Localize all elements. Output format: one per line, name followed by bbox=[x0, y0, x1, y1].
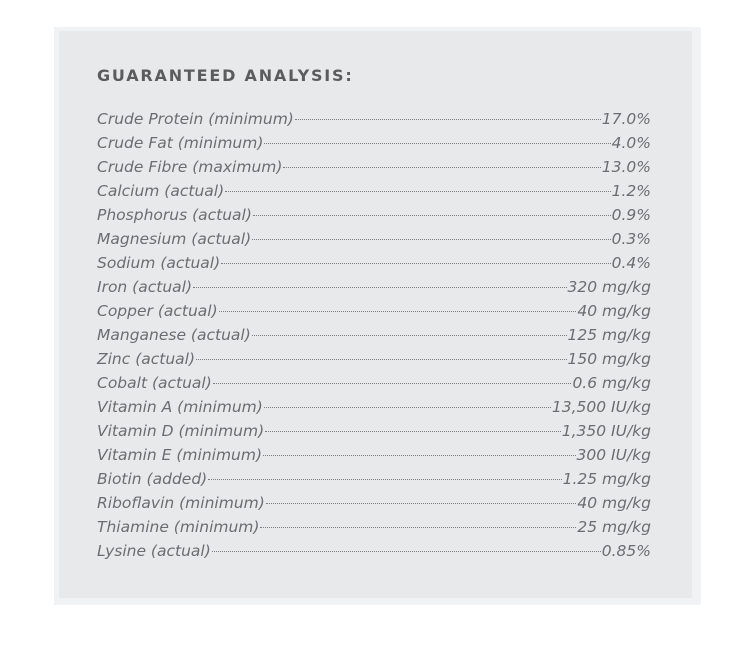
nutrient-value: 150 mg/kg bbox=[567, 350, 651, 368]
dot-leader bbox=[283, 166, 600, 168]
nutrient-value: 4.0% bbox=[611, 134, 651, 152]
dot-leader bbox=[196, 358, 566, 360]
nutrient-value: 17.0% bbox=[601, 110, 651, 128]
section-title: GUARANTEED ANALYSIS: bbox=[97, 66, 354, 85]
nutrient-value: 125 mg/kg bbox=[567, 326, 651, 344]
analysis-row bbox=[97, 443, 651, 467]
nutrient-value: 1.2% bbox=[611, 182, 651, 200]
analysis-row bbox=[97, 515, 651, 539]
nutrient-value: 40 mg/kg bbox=[577, 302, 651, 320]
nutrient-value: 1.25 mg/kg bbox=[562, 470, 651, 488]
dot-leader bbox=[213, 382, 572, 384]
dot-leader bbox=[219, 310, 577, 312]
dot-leader bbox=[252, 238, 610, 240]
nutrient-label: Crude Fat (minimum) bbox=[97, 134, 264, 152]
analysis-row bbox=[97, 371, 651, 395]
nutrient-value: 0.85% bbox=[601, 542, 651, 560]
nutrient-label: Manganese (actual) bbox=[97, 326, 251, 344]
nutrient-value: 1,350 IU/kg bbox=[561, 422, 651, 440]
nutrient-label: Zinc (actual) bbox=[97, 350, 196, 368]
nutrient-value: 0.9% bbox=[611, 206, 651, 224]
analysis-row bbox=[97, 179, 651, 203]
analysis-row bbox=[97, 299, 651, 323]
nutrient-label: Vitamin A (minimum) bbox=[97, 398, 263, 416]
analysis-row bbox=[97, 395, 651, 419]
nutrient-label: Copper (actual) bbox=[97, 302, 218, 320]
dot-leader bbox=[193, 286, 567, 288]
analysis-list bbox=[97, 107, 651, 563]
nutrient-value: 13.0% bbox=[601, 158, 651, 176]
nutrient-value: 0.6 mg/kg bbox=[572, 374, 651, 392]
dot-leader bbox=[221, 262, 610, 264]
dot-leader bbox=[295, 118, 601, 120]
analysis-row bbox=[97, 347, 651, 371]
dot-leader bbox=[263, 454, 576, 456]
dot-leader bbox=[253, 214, 611, 216]
nutrient-value: 40 mg/kg bbox=[577, 494, 651, 512]
nutrient-value: 320 mg/kg bbox=[567, 278, 651, 296]
nutrient-label: Iron (actual) bbox=[97, 278, 192, 296]
analysis-row bbox=[97, 107, 651, 131]
analysis-row bbox=[97, 491, 651, 515]
nutrient-label: Sodium (actual) bbox=[97, 254, 221, 272]
dot-leader bbox=[212, 550, 601, 552]
nutrient-label: Crude Protein (minimum) bbox=[97, 110, 294, 128]
nutrient-label: Crude Fibre (maximum) bbox=[97, 158, 283, 176]
dot-leader bbox=[266, 502, 577, 504]
nutrient-label: Vitamin E (minimum) bbox=[97, 446, 263, 464]
analysis-row bbox=[97, 203, 651, 227]
nutrient-label: Riboflavin (minimum) bbox=[97, 494, 265, 512]
analysis-row bbox=[97, 251, 651, 275]
dot-leader bbox=[260, 526, 576, 528]
analysis-row bbox=[97, 155, 651, 179]
dot-leader bbox=[264, 406, 551, 408]
nutrient-label: Vitamin D (minimum) bbox=[97, 422, 265, 440]
analysis-row bbox=[97, 467, 651, 491]
nutrient-label: Calcium (actual) bbox=[97, 182, 225, 200]
nutrient-value: 0.4% bbox=[611, 254, 651, 272]
dot-leader bbox=[208, 478, 561, 480]
dot-leader bbox=[265, 430, 561, 432]
dot-leader bbox=[225, 190, 610, 192]
nutrient-label: Lysine (actual) bbox=[97, 542, 211, 560]
nutrient-value: 300 IU/kg bbox=[576, 446, 651, 464]
analysis-row bbox=[97, 419, 651, 443]
analysis-row bbox=[97, 323, 651, 347]
nutrient-value: 25 mg/kg bbox=[577, 518, 651, 536]
analysis-row bbox=[97, 131, 651, 155]
dot-leader bbox=[252, 334, 567, 336]
analysis-row bbox=[97, 227, 651, 251]
analysis-row bbox=[97, 539, 651, 563]
dot-leader bbox=[264, 142, 610, 144]
nutrient-label: Cobalt (actual) bbox=[97, 374, 212, 392]
nutrient-label: Thiamine (minimum) bbox=[97, 518, 260, 536]
analysis-row bbox=[97, 275, 651, 299]
nutrient-label: Biotin (added) bbox=[97, 470, 208, 488]
nutrient-value: 0.3% bbox=[611, 230, 651, 248]
nutrient-label: Phosphorus (actual) bbox=[97, 206, 252, 224]
nutrient-value: 13,500 IU/kg bbox=[551, 398, 651, 416]
nutrient-label: Magnesium (actual) bbox=[97, 230, 252, 248]
